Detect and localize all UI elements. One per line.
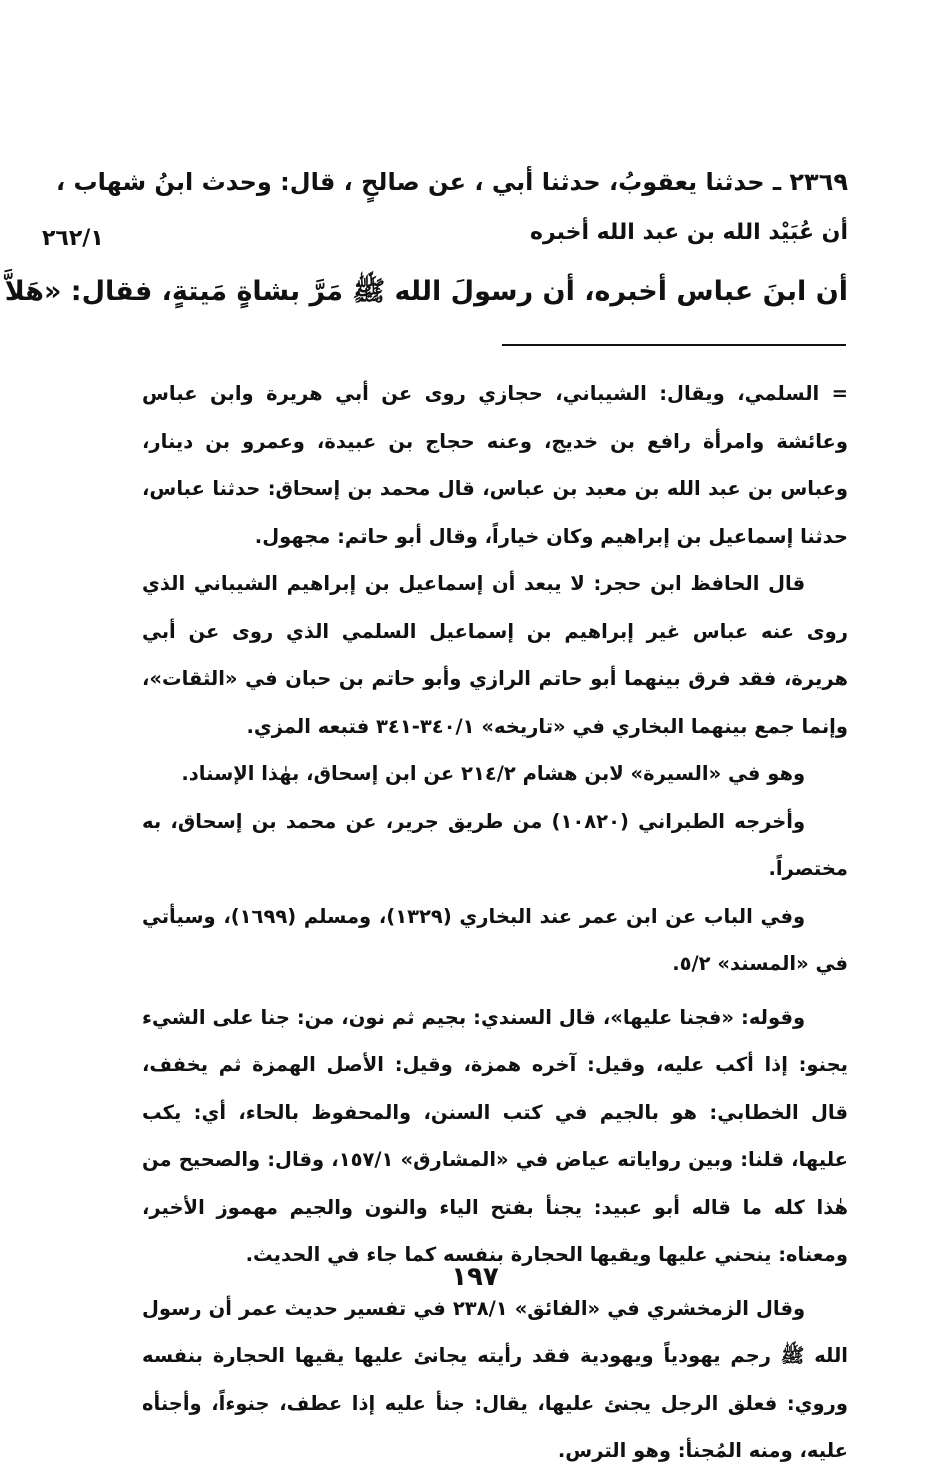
margin-reference: ٢٦٢/١ (42, 226, 104, 251)
footnote-divider (502, 344, 846, 346)
footnote-paragraph: قال الحافظ ابن حجر: لا يبعد أن إسماعيل بن إبراهيم الشيباني الذي روى عنه عباس غير إبراهيم بن إسماعيل السلمي الذي روى عن أبي هريرة، فقد فرق بينهما أبو حاتم الرازي وأبو حاتم بن حبان في «الثقات»، وإنما جمع بينهما البخاري في «تاريخه» ٣٤٠/١-٣٤١ فتبعه المزي. (142, 572, 848, 738)
footnote-paragraph: = السلمي، ويقال: الشيباني، حجازي روى عن أبي هريرة وابن عباس وعائشة وامرأة رافع بن خديج، وعنه حجاج بن عبيدة، وعمرو بن دينار، وعباس بن عبد الله بن معبد بن عباس، قال محمد بن إسحاق: حدثنا عباس، حدثنا إسماعيل بن إبراهيم وكان خياراً، وقال أبو حاتم: مجهول. (142, 382, 848, 548)
footnotes (142, 370, 848, 1475)
hadith-line-3: أن ابنَ عباس أخبره، أن رسولَ الله ﷺ مَرَّ بشاةٍ مَيتةٍ، فقال: «هَلاَّ (4, 276, 848, 307)
hadith-line-1: ٢٣٦٩ ـ حدثنا يعقوبُ، حدثنا أبي ، عن صالحٍ ، قال: وحدث ابنُ شهاب ، (56, 168, 848, 196)
footnote-paragraph: وفي الباب عن ابن عمر عند البخاري (١٣٢٩)، ومسلم (١٦٩٩)، وسيأتي في «المسند» ٥/٢. (142, 904, 848, 975)
page-number: ١٩٧ (451, 1262, 499, 1292)
footnote-paragraph: وقوله: «فجنا عليها»، قال السندي: بجيم ثم نون، من: جنا على الشيء يجنو: إذا أكب عليه، وقيل: آخره همزة، وقيل: الأصل الهمزة ثم يخفف، قال الخطابي: هو بالجيم في كتب السنن، والمحفوظ بالحاء، أي: يكب عليها، قلنا: وبين رواياته عياض في «المشارق» ١٥٧/١، وقال: والصحيح من هٰذا كله ما قاله أبو عبيد: يجنأ بفتح الياء والنون والجيم مهموز الأخير، ومعناه: ينحني عليها ويقيها الحجارة بنفسه كما جاء في الحديث. (142, 1005, 848, 1266)
footnote-paragraph: وهو في «السيرة» لابن هشام ٢١٤/٢ عن ابن إسحاق، بهٰذا الإسناد. (181, 762, 806, 785)
hadith-line-2: أن عُبَيْد الله بن عبد الله أخبره (529, 220, 848, 245)
footnote-paragraph: وأخرجه الطبراني (١٠٨٢٠) من طريق جرير، عن محمد بن إسحاق، به مختصراً. (142, 809, 848, 880)
footnote-paragraph: وقال الزمخشري في «الفائق» ٢٣٨/١ في تفسير حديث عمر أن رسول الله ﷺ رجم يهودياً ويهودية فقد رأيته يجانئ عليها يقيها الحجارة بنفسه وروي: فعلق الرجل يجنئ عليها، يقال: جنأ عليه إذا عطف، جنوءاً، وأجنأه عليه، ومنه المُجنأ: وهو الترس. (142, 1296, 848, 1462)
